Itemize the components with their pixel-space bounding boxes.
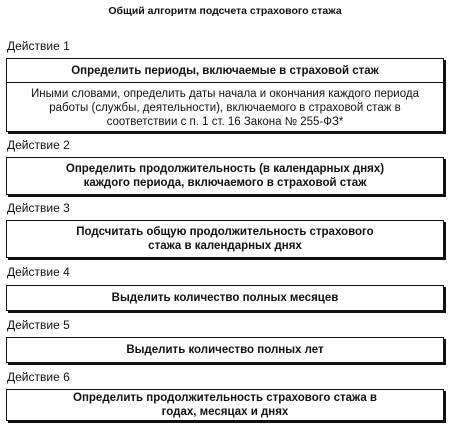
step-5-box	[6, 337, 444, 363]
step-4-text: Выделить количество полных месяцев	[111, 292, 339, 304]
step-6-label: Действие 6	[7, 370, 70, 384]
step-1-text: Определить периоды, включаемые в страховой стаж	[7, 59, 443, 83]
step-1-description: Иными словами, определить даты начала и окончания каждого периода работы (службы, деятельности), включаемого в страховой стаж в соответствии с п. 1 ст. 16 Закона № 255-ФЗ*	[31, 87, 419, 128]
step-6-box	[6, 389, 444, 421]
diagram-title: Общий алгоритм подсчета страхового стажа	[108, 5, 342, 17]
step-5-text: Выделить количество полных лет	[126, 344, 324, 356]
step-1-box	[6, 58, 444, 132]
step-1-label: Действие 1	[7, 39, 70, 53]
step-4-box	[6, 285, 444, 311]
step-2-label: Действие 2	[7, 138, 70, 152]
step-3-text: Подсчитать общую продолжительность страхового стажа в календарных днях	[76, 226, 374, 252]
step-5-label: Действие 5	[7, 318, 70, 332]
step-6-text: Определить продолжительность страхового стажа в годах, месяцах и днях	[73, 392, 377, 418]
step-3-box	[6, 220, 444, 258]
step-3-label: Действие 3	[7, 201, 70, 215]
step-2-box	[6, 157, 444, 195]
step-4-label: Действие 4	[7, 265, 70, 279]
step-2-text: Определить продолжительность (в календарных днях) каждого периода, включаемого в страховой стаж	[65, 163, 385, 189]
